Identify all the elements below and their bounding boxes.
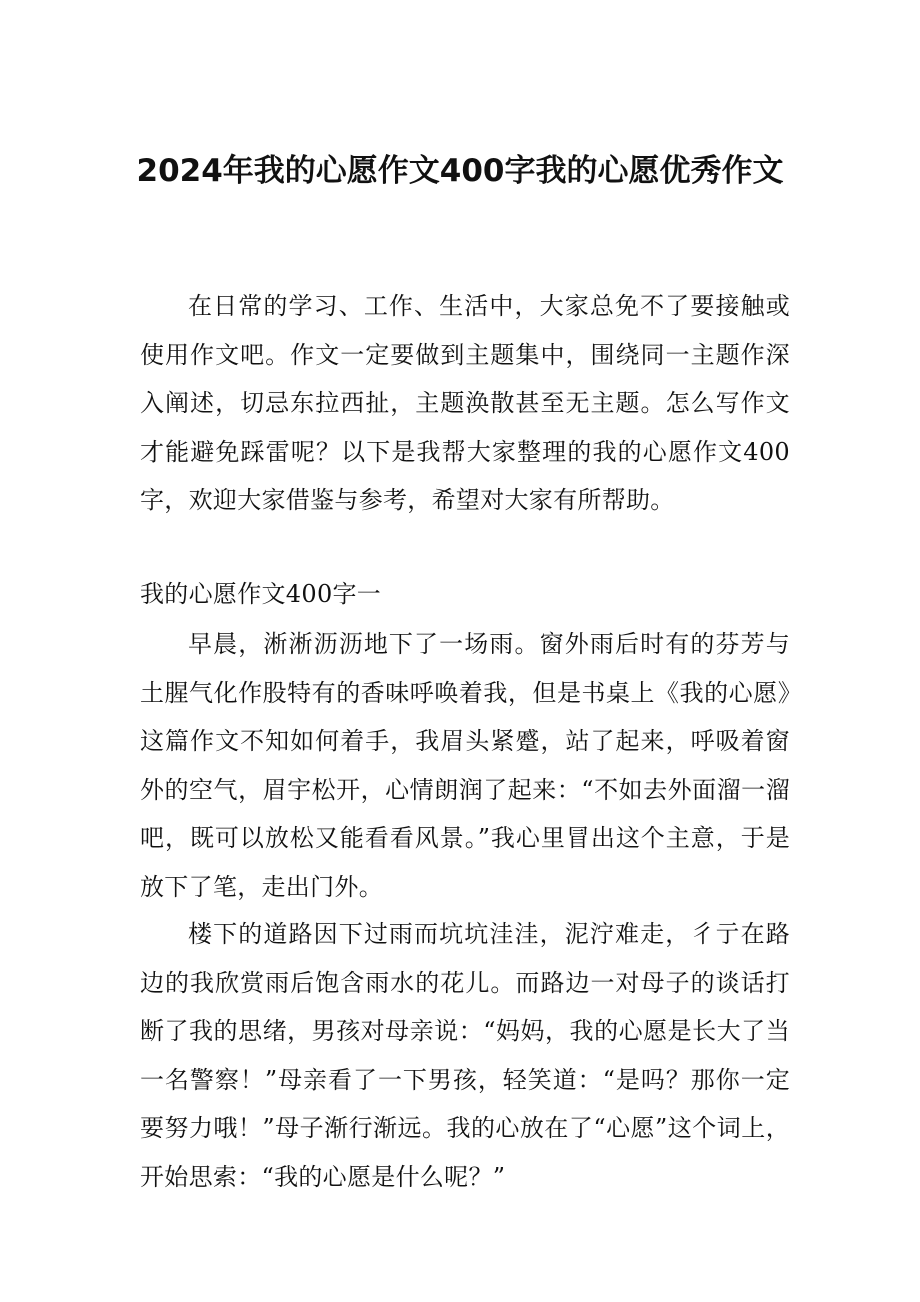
document-title: 2024年我的心愿作文400字我的心愿优秀作文 [136,153,784,189]
body-paragraph: 早晨，淅淅沥沥地下了一场雨。窗外雨后时有的芬芳与土腥气化作股特有的香味呼唤着我，但是书桌上《我的心愿》这篇作文不知如何着手，我眉头紧蹙，站了起来，呼吸着窗外的空气，眉宇松开，心情朗润了起来：“不如去外面溜一溜吧，既可以放松又能看看风景。”我心里冒出这个主意，于是放下了笔，走出门外。 [140,630,790,901]
body-paragraph: 楼下的道路因下过雨而坑坑洼洼，泥泞难走，彳亍在路边的我欣赏雨后饱含雨水的花儿。而路边一对母子的谈话打断了我的思绪，男孩对母亲说：“妈妈，我的心愿是长大了当一名警察！”母亲看了一下男孩，轻笑道：“是吗？那你一定要努力哦！”母子渐行渐远。我的心放在了“心愿”这个词上，开始思索：“我的心愿是什么呢？” [140,920,790,1191]
section-heading: 我的心愿作文400字一 [140,580,382,608]
intro-paragraph: 在日常的学习、工作、生活中，大家总免不了要接触或使用作文吧。作文一定要做到主题集中，围绕同一主题作深入阐述，切忌东拉西扯，主题涣散甚至无主题。怎么写作文才能避免踩雷呢？以下是我帮大家整理的我的心愿作文400字，欢迎大家借鉴与参考，希望对大家有所帮助。 [140,292,790,514]
